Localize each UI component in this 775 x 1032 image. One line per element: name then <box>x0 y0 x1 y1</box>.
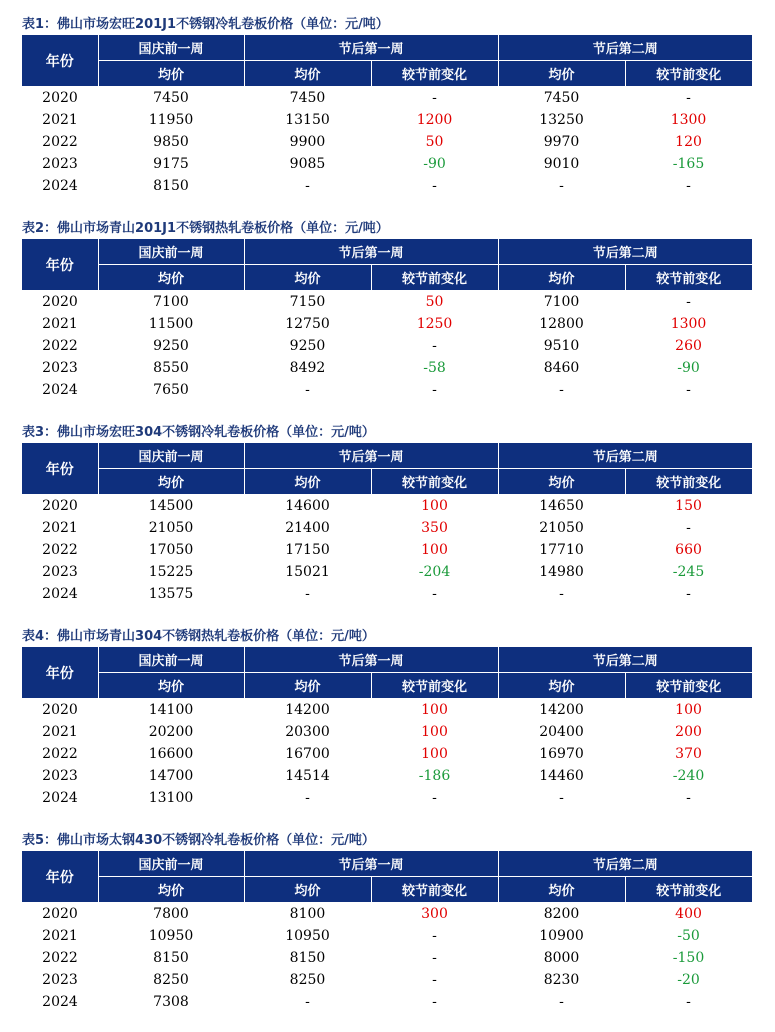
cell-w1-change: 50 <box>425 294 444 310</box>
header-change: 较节前变化 <box>625 877 752 903</box>
cell-w1-avg: 8492 <box>289 360 326 376</box>
table-row <box>22 743 752 765</box>
cell-year: 2022 <box>42 542 78 558</box>
cell-w2-change: -50 <box>677 928 700 944</box>
table-title: 表4：佛山市场青山304不锈钢热轧卷板价格（单位：元/吨） <box>22 629 375 644</box>
cell-pre-avg: 8150 <box>153 178 189 194</box>
cell-w1-avg: 17150 <box>285 542 330 558</box>
price-table-section <box>22 422 752 605</box>
cell-w2-avg: 14650 <box>539 498 584 514</box>
cell-pre-avg: 8150 <box>153 950 189 966</box>
header-after-week-1: 节后第一周 <box>244 647 498 673</box>
cell-w1-change: 300 <box>421 906 448 922</box>
cell-w2-change: -165 <box>672 156 705 172</box>
cell-pre-avg: 14100 <box>148 702 194 718</box>
price-table <box>22 35 752 197</box>
cell-w1-change: 100 <box>421 542 448 558</box>
cell-w2-avg: 17710 <box>539 542 584 558</box>
table-row <box>22 291 752 314</box>
cell-w2-change: 660 <box>675 542 702 558</box>
header-avg-price: 均价 <box>98 61 244 87</box>
header-year: 年份 <box>22 443 98 495</box>
cell-year: 2020 <box>42 498 78 514</box>
price-table-section <box>22 626 752 809</box>
header-after-week-2: 节后第二周 <box>498 443 752 469</box>
cell-w2-change: -240 <box>672 768 705 784</box>
header-after-week-2: 节后第二周 <box>498 239 752 265</box>
cell-w2-avg: 13250 <box>539 112 584 128</box>
table-row <box>22 131 752 153</box>
table-row <box>22 313 752 335</box>
header-change: 较节前变化 <box>371 673 498 699</box>
price-table-section <box>22 14 752 197</box>
header-avg-price: 均价 <box>498 61 625 87</box>
cell-w1-avg: 8250 <box>289 972 326 988</box>
cell-pre-avg: 8550 <box>153 360 189 376</box>
cell-pre-avg: 21050 <box>148 520 194 536</box>
cell-w2-change: - <box>686 178 691 194</box>
cell-w1-avg: 20300 <box>285 724 330 740</box>
cell-pre-avg: 7450 <box>153 90 189 106</box>
table-row <box>22 175 752 197</box>
header-avg-price: 均价 <box>98 265 244 291</box>
cell-w2-avg: - <box>559 994 564 1010</box>
cell-w2-change: 200 <box>675 724 702 740</box>
header-change: 较节前变化 <box>371 265 498 291</box>
table-row <box>22 357 752 379</box>
header-change: 较节前变化 <box>625 265 752 291</box>
cell-w1-avg: 14600 <box>285 498 330 514</box>
cell-w1-avg: 21400 <box>285 520 330 536</box>
cell-w2-change: 260 <box>675 338 702 354</box>
table-row <box>22 699 752 722</box>
price-table <box>22 851 752 1013</box>
cell-year: 2023 <box>42 360 78 376</box>
cell-w2-avg: 9970 <box>543 134 580 150</box>
table-row <box>22 561 752 583</box>
cell-w1-avg: 9900 <box>289 134 326 150</box>
cell-pre-avg: 13575 <box>148 586 194 602</box>
cell-w2-avg: 14200 <box>539 702 584 718</box>
table-row <box>22 583 752 605</box>
cell-w2-change: - <box>686 294 691 310</box>
cell-pre-avg: 14500 <box>148 498 194 514</box>
header-after-week-1: 节后第一周 <box>244 851 498 877</box>
header-change: 较节前变化 <box>371 877 498 903</box>
header-change: 较节前变化 <box>625 673 752 699</box>
cell-w1-avg: - <box>305 178 310 194</box>
cell-pre-avg: 9250 <box>153 338 189 354</box>
cell-w2-avg: 20400 <box>539 724 584 740</box>
header-after-week-1: 节后第一周 <box>244 443 498 469</box>
cell-year: 2021 <box>42 316 78 332</box>
cell-pre-avg: 14700 <box>148 768 194 784</box>
header-pre-holiday-week: 国庆前一周 <box>98 851 244 877</box>
header-change: 较节前变化 <box>625 61 752 87</box>
cell-year: 2022 <box>42 134 78 150</box>
cell-w1-avg: 9250 <box>289 338 326 354</box>
cell-pre-avg: 13100 <box>148 790 194 806</box>
cell-w1-change: - <box>432 586 437 602</box>
header-avg-price: 均价 <box>498 265 625 291</box>
cell-w2-change: - <box>686 520 691 536</box>
cell-w1-change: - <box>432 994 437 1010</box>
cell-w2-change: - <box>686 586 691 602</box>
table-row <box>22 969 752 991</box>
cell-w1-change: -90 <box>423 156 446 172</box>
cell-year: 2024 <box>42 586 78 602</box>
cell-w1-change: - <box>432 790 437 806</box>
cell-pre-avg: 9850 <box>153 134 189 150</box>
price-table-section <box>22 218 752 401</box>
cell-w1-change: - <box>432 972 437 988</box>
cell-w1-change: 100 <box>421 746 448 762</box>
cell-w2-change: 100 <box>675 702 702 718</box>
header-pre-holiday-week: 国庆前一周 <box>98 647 244 673</box>
header-avg-price: 均价 <box>244 469 371 495</box>
cell-w2-change: 150 <box>675 498 702 514</box>
cell-w1-change: - <box>432 928 437 944</box>
cell-w1-avg: - <box>305 994 310 1010</box>
header-after-week-2: 节后第二周 <box>498 647 752 673</box>
cell-w2-avg: 14460 <box>539 768 584 784</box>
table-row <box>22 947 752 969</box>
cell-w1-change: -58 <box>423 360 446 376</box>
cell-w2-change: - <box>686 790 691 806</box>
cell-w1-change: -204 <box>418 564 451 580</box>
cell-w1-avg: 15021 <box>285 564 330 580</box>
cell-year: 2020 <box>42 702 78 718</box>
cell-w2-change: 400 <box>675 906 702 922</box>
cell-year: 2024 <box>42 790 78 806</box>
cell-year: 2024 <box>42 382 78 398</box>
cell-w2-change: 120 <box>675 134 702 150</box>
cell-w2-change: - <box>686 994 691 1010</box>
cell-w2-avg: 7450 <box>543 90 580 106</box>
cell-year: 2020 <box>42 906 78 922</box>
cell-w1-change: 1250 <box>416 316 453 332</box>
cell-w1-avg: 12750 <box>285 316 330 332</box>
cell-w2-change: -245 <box>672 564 705 580</box>
table-row <box>22 517 752 539</box>
cell-year: 2023 <box>42 768 78 784</box>
header-year: 年份 <box>22 647 98 699</box>
cell-w2-avg: - <box>559 178 564 194</box>
cell-w2-change: 1300 <box>670 112 707 128</box>
cell-w1-change: 100 <box>421 498 448 514</box>
cell-pre-avg: 9175 <box>153 156 189 172</box>
cell-w1-change: - <box>432 338 437 354</box>
cell-w2-avg: 8230 <box>543 972 580 988</box>
header-avg-price: 均价 <box>244 877 371 903</box>
table-row <box>22 87 752 110</box>
table-row <box>22 765 752 787</box>
cell-w2-change: 370 <box>675 746 702 762</box>
cell-w1-avg: 14200 <box>285 702 330 718</box>
price-table <box>22 647 752 809</box>
cell-w2-avg: 9510 <box>543 338 580 354</box>
cell-w2-avg: - <box>559 790 564 806</box>
header-avg-price: 均价 <box>498 877 625 903</box>
cell-w2-avg: 21050 <box>539 520 584 536</box>
cell-pre-avg: 11500 <box>148 316 194 332</box>
header-avg-price: 均价 <box>98 877 244 903</box>
cell-w2-change: -150 <box>672 950 705 966</box>
header-pre-holiday-week: 国庆前一周 <box>98 35 244 61</box>
table-title: 表5：佛山市场太钢430不锈钢冷轧卷板价格（单位：元/吨） <box>22 833 375 848</box>
header-avg-price: 均价 <box>498 469 625 495</box>
table-row <box>22 379 752 401</box>
cell-w1-avg: 16700 <box>285 746 330 762</box>
cell-w2-avg: 10900 <box>539 928 584 944</box>
header-avg-price: 均价 <box>244 265 371 291</box>
cell-w1-change: - <box>432 90 437 106</box>
cell-w2-avg: 7100 <box>543 294 580 310</box>
cell-w2-change: - <box>686 90 691 106</box>
table-title: 表1：佛山市场宏旺201J1不锈钢冷轧卷板价格（单位：元/吨） <box>22 17 389 32</box>
cell-w2-avg: 16970 <box>539 746 584 762</box>
table-row <box>22 495 752 518</box>
header-avg-price: 均价 <box>244 673 371 699</box>
cell-pre-avg: 10950 <box>148 928 194 944</box>
table-row <box>22 721 752 743</box>
header-avg-price: 均价 <box>498 673 625 699</box>
table-row <box>22 539 752 561</box>
cell-pre-avg: 11950 <box>148 112 194 128</box>
cell-w2-avg: 8200 <box>543 906 580 922</box>
cell-w1-change: - <box>432 382 437 398</box>
header-change: 较节前变化 <box>625 469 752 495</box>
cell-year: 2024 <box>42 178 78 194</box>
price-table-section <box>22 830 752 1013</box>
price-table <box>22 239 752 401</box>
cell-w1-avg: 8150 <box>289 950 326 966</box>
cell-w1-avg: - <box>305 382 310 398</box>
table-row <box>22 991 752 1013</box>
cell-w1-avg: - <box>305 586 310 602</box>
cell-w2-change: -90 <box>677 360 700 376</box>
cell-pre-avg: 7650 <box>153 382 189 398</box>
cell-w1-change: 1200 <box>416 112 453 128</box>
header-avg-price: 均价 <box>98 469 244 495</box>
header-year: 年份 <box>22 239 98 291</box>
cell-pre-avg: 7100 <box>153 294 189 310</box>
cell-w2-avg: - <box>559 382 564 398</box>
cell-w2-avg: 8460 <box>543 360 580 376</box>
cell-year: 2022 <box>42 746 78 762</box>
header-after-week-2: 节后第二周 <box>498 851 752 877</box>
cell-w1-change: 50 <box>425 134 444 150</box>
cell-w2-avg: 14980 <box>539 564 584 580</box>
header-after-week-1: 节后第一周 <box>244 239 498 265</box>
cell-w2-change: 1300 <box>670 316 707 332</box>
table-row <box>22 787 752 809</box>
table-title: 表3：佛山市场宏旺304不锈钢冷轧卷板价格（单位：元/吨） <box>22 425 375 440</box>
header-after-week-1: 节后第一周 <box>244 35 498 61</box>
cell-w2-change: -20 <box>677 972 700 988</box>
cell-year: 2021 <box>42 928 78 944</box>
table-row <box>22 925 752 947</box>
table-row <box>22 335 752 357</box>
table-title: 表2：佛山市场青山201J1不锈钢热轧卷板价格（单位：元/吨） <box>22 221 389 236</box>
cell-year: 2024 <box>42 994 78 1010</box>
table-row <box>22 109 752 131</box>
header-change: 较节前变化 <box>371 61 498 87</box>
cell-w1-avg: 9085 <box>289 156 326 172</box>
cell-w2-change: - <box>686 382 691 398</box>
cell-w1-change: -186 <box>418 768 451 784</box>
cell-year: 2023 <box>42 156 78 172</box>
cell-w2-avg: 8000 <box>543 950 580 966</box>
cell-pre-avg: 16600 <box>148 746 194 762</box>
cell-year: 2021 <box>42 520 78 536</box>
header-change: 较节前变化 <box>371 469 498 495</box>
cell-w1-avg: - <box>305 790 310 806</box>
cell-w1-avg: 13150 <box>285 112 330 128</box>
cell-w1-avg: 7150 <box>289 294 326 310</box>
cell-year: 2023 <box>42 564 78 580</box>
cell-w1-avg: 14514 <box>285 768 330 784</box>
header-year: 年份 <box>22 35 98 87</box>
cell-w2-avg: 12800 <box>539 316 584 332</box>
cell-year: 2020 <box>42 90 78 106</box>
cell-w2-avg: - <box>559 586 564 602</box>
header-after-week-2: 节后第二周 <box>498 35 752 61</box>
cell-w1-change: - <box>432 178 437 194</box>
price-table <box>22 443 752 605</box>
header-avg-price: 均价 <box>244 61 371 87</box>
header-pre-holiday-week: 国庆前一周 <box>98 443 244 469</box>
header-pre-holiday-week: 国庆前一周 <box>98 239 244 265</box>
cell-pre-avg: 7308 <box>153 994 189 1010</box>
cell-w1-avg: 10950 <box>285 928 330 944</box>
cell-year: 2022 <box>42 950 78 966</box>
cell-w1-avg: 8100 <box>289 906 326 922</box>
cell-w1-avg: 7450 <box>289 90 326 106</box>
cell-pre-avg: 20200 <box>148 724 194 740</box>
cell-year: 2023 <box>42 972 78 988</box>
cell-w1-change: 100 <box>421 724 448 740</box>
cell-pre-avg: 7800 <box>153 906 189 922</box>
table-row <box>22 903 752 926</box>
cell-pre-avg: 8250 <box>153 972 189 988</box>
cell-w1-change: 350 <box>421 520 448 536</box>
cell-year: 2021 <box>42 112 78 128</box>
cell-year: 2021 <box>42 724 78 740</box>
table-row <box>22 153 752 175</box>
cell-w1-change: 100 <box>421 702 448 718</box>
header-avg-price: 均价 <box>98 673 244 699</box>
cell-w2-avg: 9010 <box>543 156 580 172</box>
cell-pre-avg: 17050 <box>148 542 194 558</box>
header-year: 年份 <box>22 851 98 903</box>
cell-year: 2020 <box>42 294 78 310</box>
cell-w1-change: - <box>432 950 437 966</box>
cell-year: 2022 <box>42 338 78 354</box>
cell-pre-avg: 15225 <box>148 564 194 580</box>
